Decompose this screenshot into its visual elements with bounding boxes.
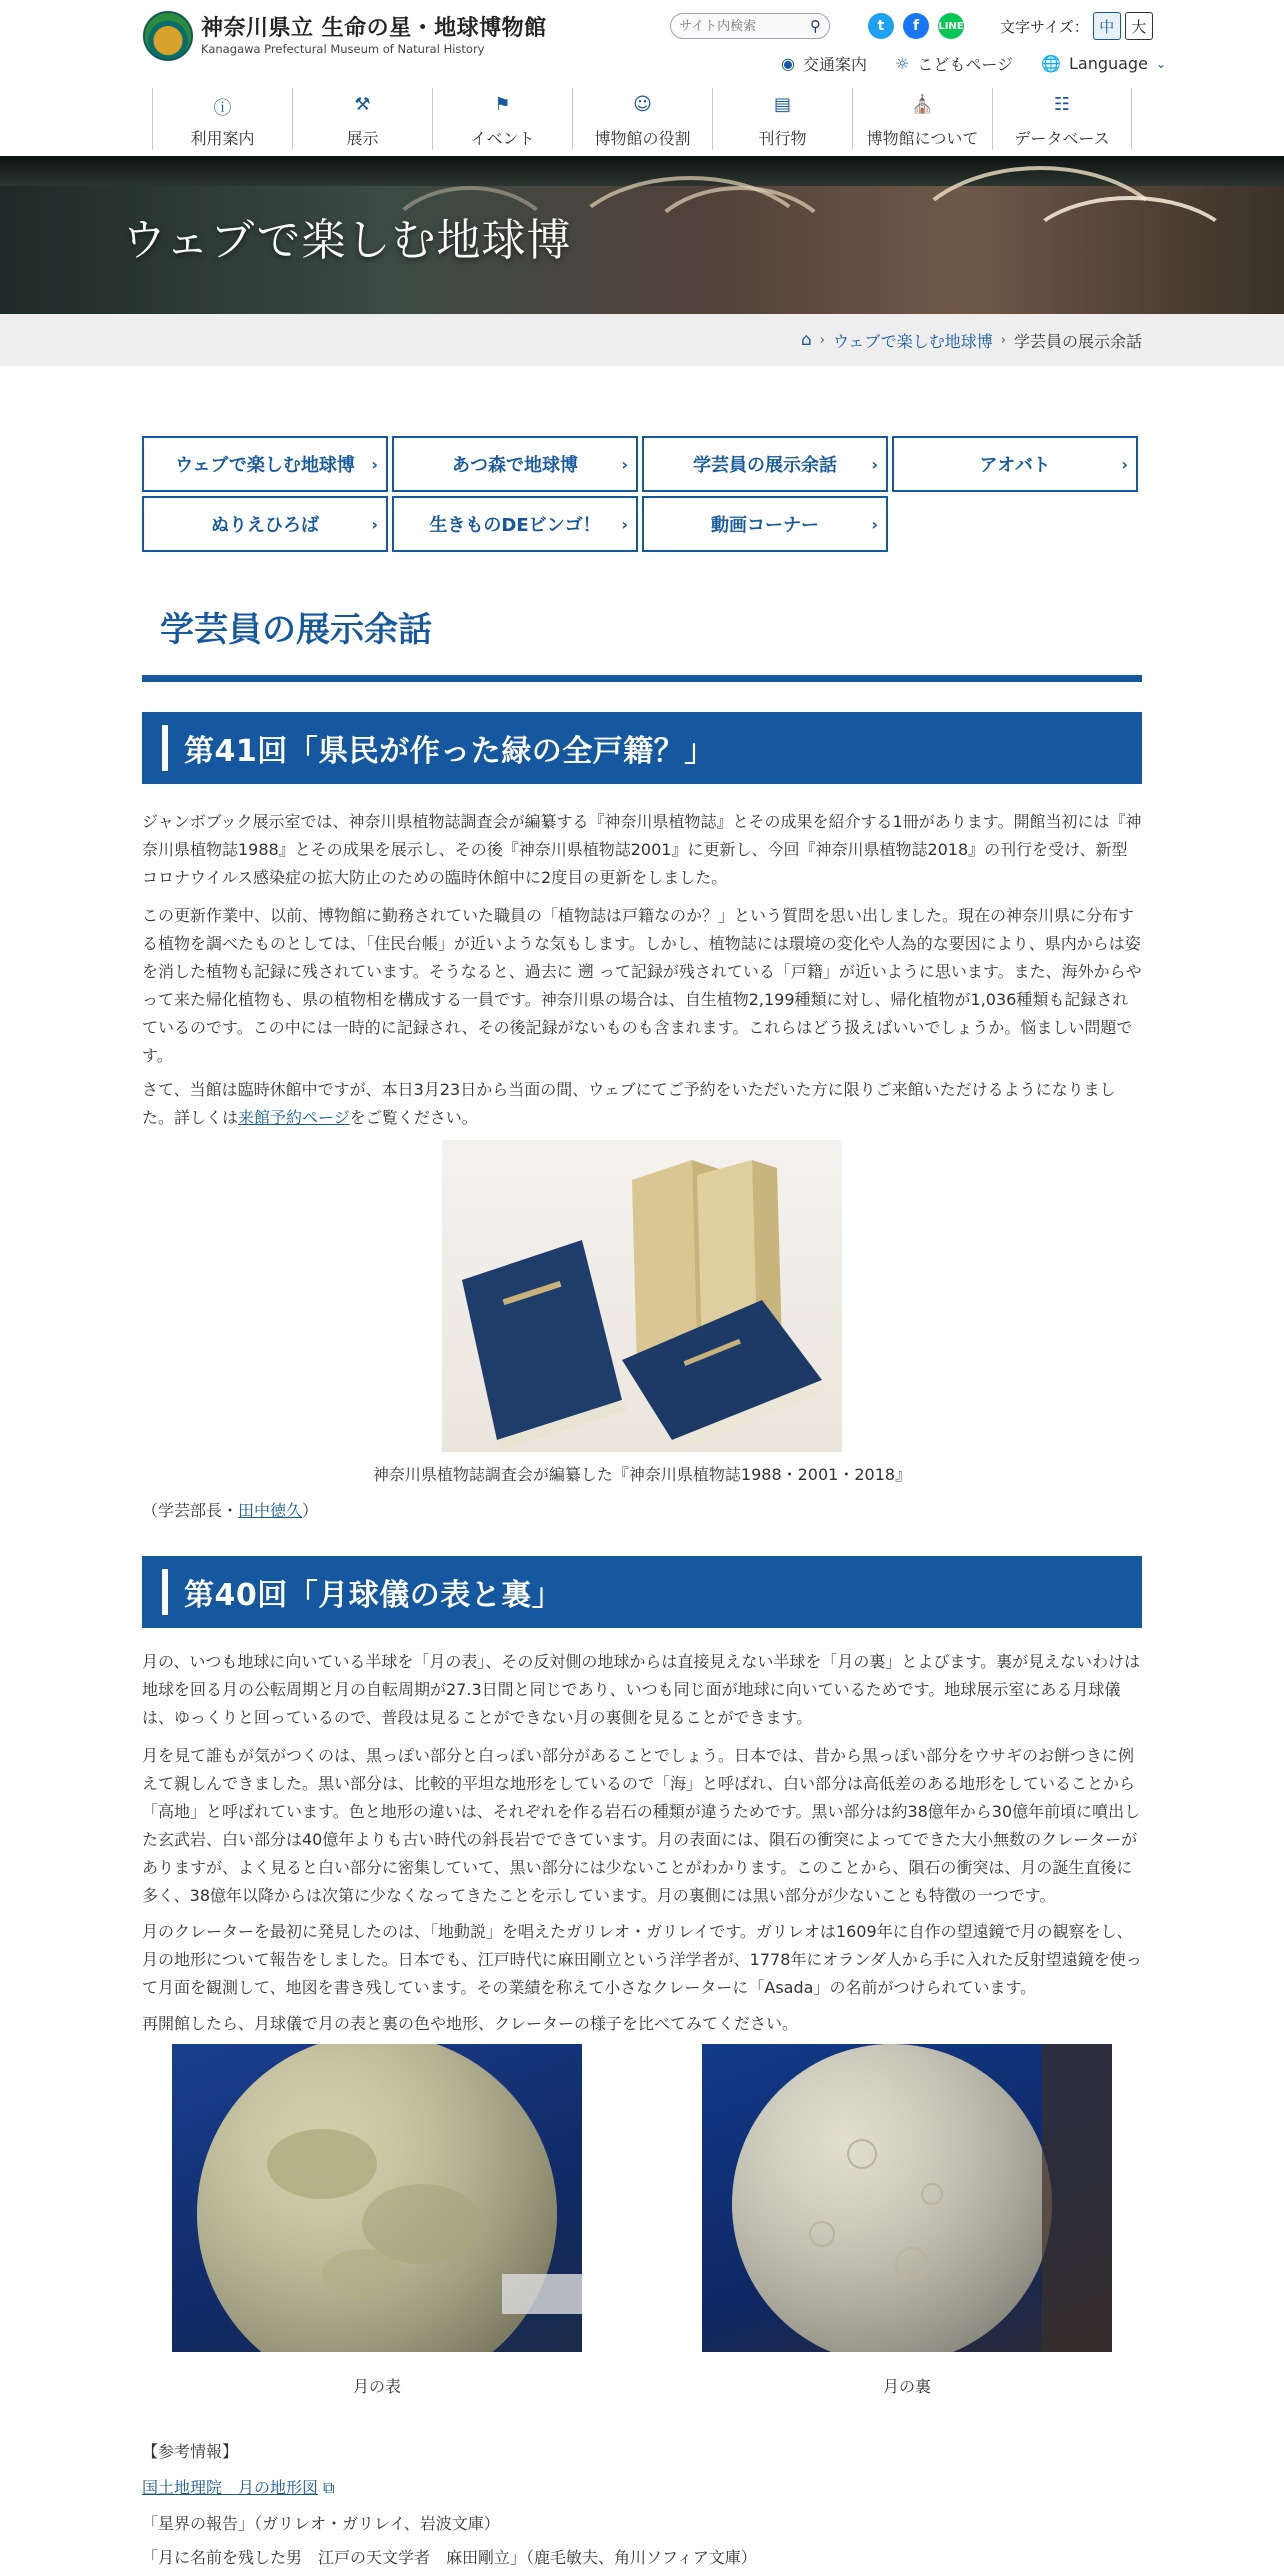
section41-paragraph-2: この更新作業中、以前、博物館に勤務されていた職員の「植物誌は戸籍なのか？」という質問を思い出しました。現在の神奈川県に分布する植物を調べたものとしては、「住民台帳」が近いような気もします。しかし、植物誌には環境の変化や人為的な要因により、県内からは姿を消した植物も記録に残されています。そうなると、過去に 遡 って記録が残されている「戸籍」が近いように思います。また、海外からやって来た帰化植物も、県の植物相を構成する一員です。神奈川県の場合は、自生植物2,199種類に対し、帰化植物が1,036種類も記録されているのです。この中には一時的に記録され、その後記録がないものも含まれます。これらはどう扱えばいいでしょうか。悩ましい問題です。 — [142, 906, 1142, 1065]
home-icon[interactable]: ⌂ — [800, 330, 812, 350]
section41-notice: さて、当館は臨時休館中ですが、本日3月23日から当面の間、ウェブにてご予約をいただいた方に限りご来館いただけるようになりました。詳しくは来館予約ページをご覧ください。 — [142, 1080, 1116, 1127]
gnav-item-roles[interactable]: ☺ 博物館の役割 — [572, 88, 712, 150]
moon-far-caption: 月の裏 — [882, 2377, 931, 2396]
gnav-item-database[interactable]: ☷ データベース — [992, 88, 1132, 150]
chevron-right-icon: › — [871, 454, 878, 474]
breadcrumb: ⌂ › ウェブで楽しむ地球博 › 学芸員の展示余話 — [0, 314, 1284, 366]
flora-books-photo — [442, 1140, 842, 1452]
facebook-icon[interactable]: f — [903, 13, 929, 39]
map-pin-icon: ◉ — [781, 54, 795, 73]
twitter-icon[interactable]: t — [868, 13, 894, 39]
book-icon: ▤ — [773, 94, 791, 115]
font-size-medium-button[interactable]: 中 — [1093, 12, 1121, 40]
access-link[interactable]: ◉ 交通案内 — [781, 54, 868, 74]
section-heading-40: 第40回「月球儀の表と裏」 — [142, 1556, 1142, 1628]
references-title: 【参考情報】 — [142, 2442, 239, 2461]
gnav-item-publications[interactable]: ▤ 刊行物 — [712, 88, 852, 150]
search-icon[interactable]: ⚲ — [810, 17, 821, 35]
logo-title-en: Kanagawa Prefectural Museum of Natural History — [201, 42, 485, 56]
global-nav — [152, 88, 1132, 150]
reference-book-1: 「星界の報告」（ガリレオ・ガリレイ、岩波文庫） — [142, 2514, 500, 2533]
moon-near-caption: 月の表 — [352, 2377, 401, 2396]
section40-paragraph-2: 月を見て誰もが気がつくのは、黒っぽい部分と白っぽい部分があることでしょう。日本では、昔から黒っぽい部分をウサギのお餅つきに例えて親しんできました。黒い部分は、比較的平坦な地形をしているので「海」と呼ばれ、白い部分は高低差のある地形をしていることから「高地」と呼ばれています。色と地形の違いは、それぞれを作る岩石の種類が違うためです。黒い部分は約38億年から30億年前頃に噴出した玄武岩、白い部分は40億年よりも古い時代の斜長岩でできています。月の表面には、隕石の衝突によってできた大小無数のクレーターがありますが、よく見ると白い部分に密集していて、黒い部分には少ないことがわかります。このことから、隕石の衝突は、月の誕生直後に多く、38億年以降からは次第に少なくなってきたことを示しています。月の裏側には黒い部分が少ないことも特徴の一つです。 — [142, 1746, 1141, 1905]
site-search — [670, 13, 830, 39]
section40-paragraph-4: 再開館したら、月球儀で月の表と裏の色や地形、クレーターの様子を比べてみてください。 — [142, 2014, 799, 2033]
museum-icon: ⛪ — [911, 94, 934, 115]
site-logo[interactable] — [143, 12, 547, 60]
subnav-coloring[interactable]: ぬりえひろば › — [142, 496, 388, 552]
kids-page-link[interactable]: ☼ こどもページ — [895, 54, 1014, 74]
flora-books-caption: 神奈川県植物誌調査会が編纂した『神奈川県植物誌1988・2001・2018』 — [372, 1465, 912, 1484]
breadcrumb-parent-link[interactable]: ウェブで楽しむ地球博 — [832, 331, 993, 351]
section-heading-41: 第41回「県民が作った緑の全戸籍？」 — [142, 712, 1142, 784]
section41-author: （学芸部長・田中徳久） — [142, 1501, 319, 1520]
section41-paragraph-1: ジャンボブック展示室では、神奈川県植物誌調査会が編纂する『神奈川県植物誌』とその成果を紹介する1冊があります。開館当初には『神奈川県植物誌1988』とその成果を展示し、その後『神奈川県植物誌2001』に更新し、今回『神奈川県植物誌2018』の刊行を受け、新型コロナウイルス感染症の拡大防止のための臨時休館中に2度目の更新をしました。 — [142, 812, 1142, 887]
dinosaur-icon: ⚒ — [354, 94, 371, 115]
moon-far-side-photo — [702, 2044, 1112, 2352]
reference-book-2: 「月に名前を残した男 江戸の天文学者 麻田剛立」（鹿毛敏夫、角川ソフィア文庫） — [142, 2548, 757, 2567]
font-size-switcher — [1000, 12, 1153, 40]
subnav-aobato[interactable]: アオバト › — [892, 436, 1138, 492]
page-title: 学芸員の展示余話 — [160, 610, 432, 650]
subnav-videos[interactable]: 動画コーナー › — [642, 496, 888, 552]
kids-icon: ☼ — [895, 54, 910, 73]
chevron-right-icon: › — [621, 514, 628, 534]
section40-paragraph-1: 月の、いつも地球に向いている半球を「月の表」、その反対側の地球からは直接見えない半球を「月の裏」とよびます。裏が見えないわけは地球を回る月の公転周期と月の自転周期が27.3日間と同じであり、いつも同じ面が地球に向いているためです。地球展示室にある月球儀は、ゆっくりと回っているので、普段は見ることができない月の裏側を見ることができます。 — [142, 1652, 1141, 1727]
museum-logo-icon — [143, 11, 193, 61]
chevron-right-icon: › — [621, 454, 628, 474]
chevron-right-icon: › — [371, 454, 378, 474]
people-icon: ☺ — [633, 94, 652, 115]
reservation-page-link[interactable]: 来館予約ページ — [238, 1108, 350, 1127]
font-size-label: 文字サイズ： — [1000, 17, 1089, 36]
logo-title-jp: 神奈川県立 生命の星・地球博物館 — [201, 16, 547, 41]
gnav-item-exhibits[interactable]: ⚒ 展示 — [292, 88, 432, 150]
subnav-bingo[interactable]: 生きものDEビンゴ！ › — [392, 496, 638, 552]
gnav-item-about[interactable]: ⛪ 博物館について — [852, 88, 992, 150]
hero-title: ウェブで楽しむ地球博 — [122, 215, 572, 266]
info-icon: ⓘ — [213, 98, 232, 119]
gsi-moon-map-link[interactable]: 国土地理院 月の地形図 — [142, 2478, 319, 2497]
site-header — [0, 0, 1284, 156]
search-input[interactable] — [679, 19, 799, 34]
reference-link-gsi — [142, 2474, 335, 2502]
moon-near-side-photo — [172, 2044, 582, 2352]
event-icon: ⚑ — [494, 94, 511, 115]
section40-paragraph-3: 月のクレーターを最初に発見したのは、「地動説」を唱えたガリレオ・ガリレイです。ガリレオは1609年に自作の望遠鏡で月の観察をし、月の地形について報告をしました。日本でも、江戸時代に麻田剛立という洋学者が、1778年にオランダ人から手に入れた反射望遠鏡を使って月面を観測して、地図を書き残しています。その業績を称えて小さなクレーターに「Asada」の名前がつけられています。 — [142, 1922, 1142, 1997]
line-icon[interactable]: LINE — [938, 13, 964, 39]
chevron-right-icon: › — [371, 514, 378, 534]
breadcrumb-current: 学芸員の展示余話 — [1013, 331, 1142, 351]
chevron-right-icon: › — [1121, 454, 1128, 474]
database-icon: ☷ — [1053, 94, 1071, 115]
chevron-down-icon: ⌄ — [1155, 56, 1166, 71]
hero-banner — [0, 156, 1284, 314]
external-link-icon: ⧉ — [323, 2478, 335, 2497]
subnav-animal-crossing[interactable]: あつ森で地球博 › — [392, 436, 638, 492]
page-title-block — [142, 598, 1142, 682]
subnav-web-museum[interactable]: ウェブで楽しむ地球博 › — [142, 436, 388, 492]
globe-icon: 🌐 — [1041, 54, 1061, 73]
language-menu[interactable]: 🌐 Language ⌄ — [1041, 54, 1166, 73]
author-link-tanaka[interactable]: 田中徳久 — [238, 1501, 303, 1520]
chevron-right-icon: › — [871, 514, 878, 534]
gnav-item-guide[interactable]: ⓘ 利用案内 — [152, 88, 292, 150]
gnav-item-events[interactable]: ⚑ イベント — [432, 88, 572, 150]
font-size-large-button[interactable]: 大 — [1125, 12, 1153, 40]
utility-nav — [781, 52, 1166, 75]
subnav-curator-stories[interactable]: 学芸員の展示余話 › — [642, 436, 888, 492]
